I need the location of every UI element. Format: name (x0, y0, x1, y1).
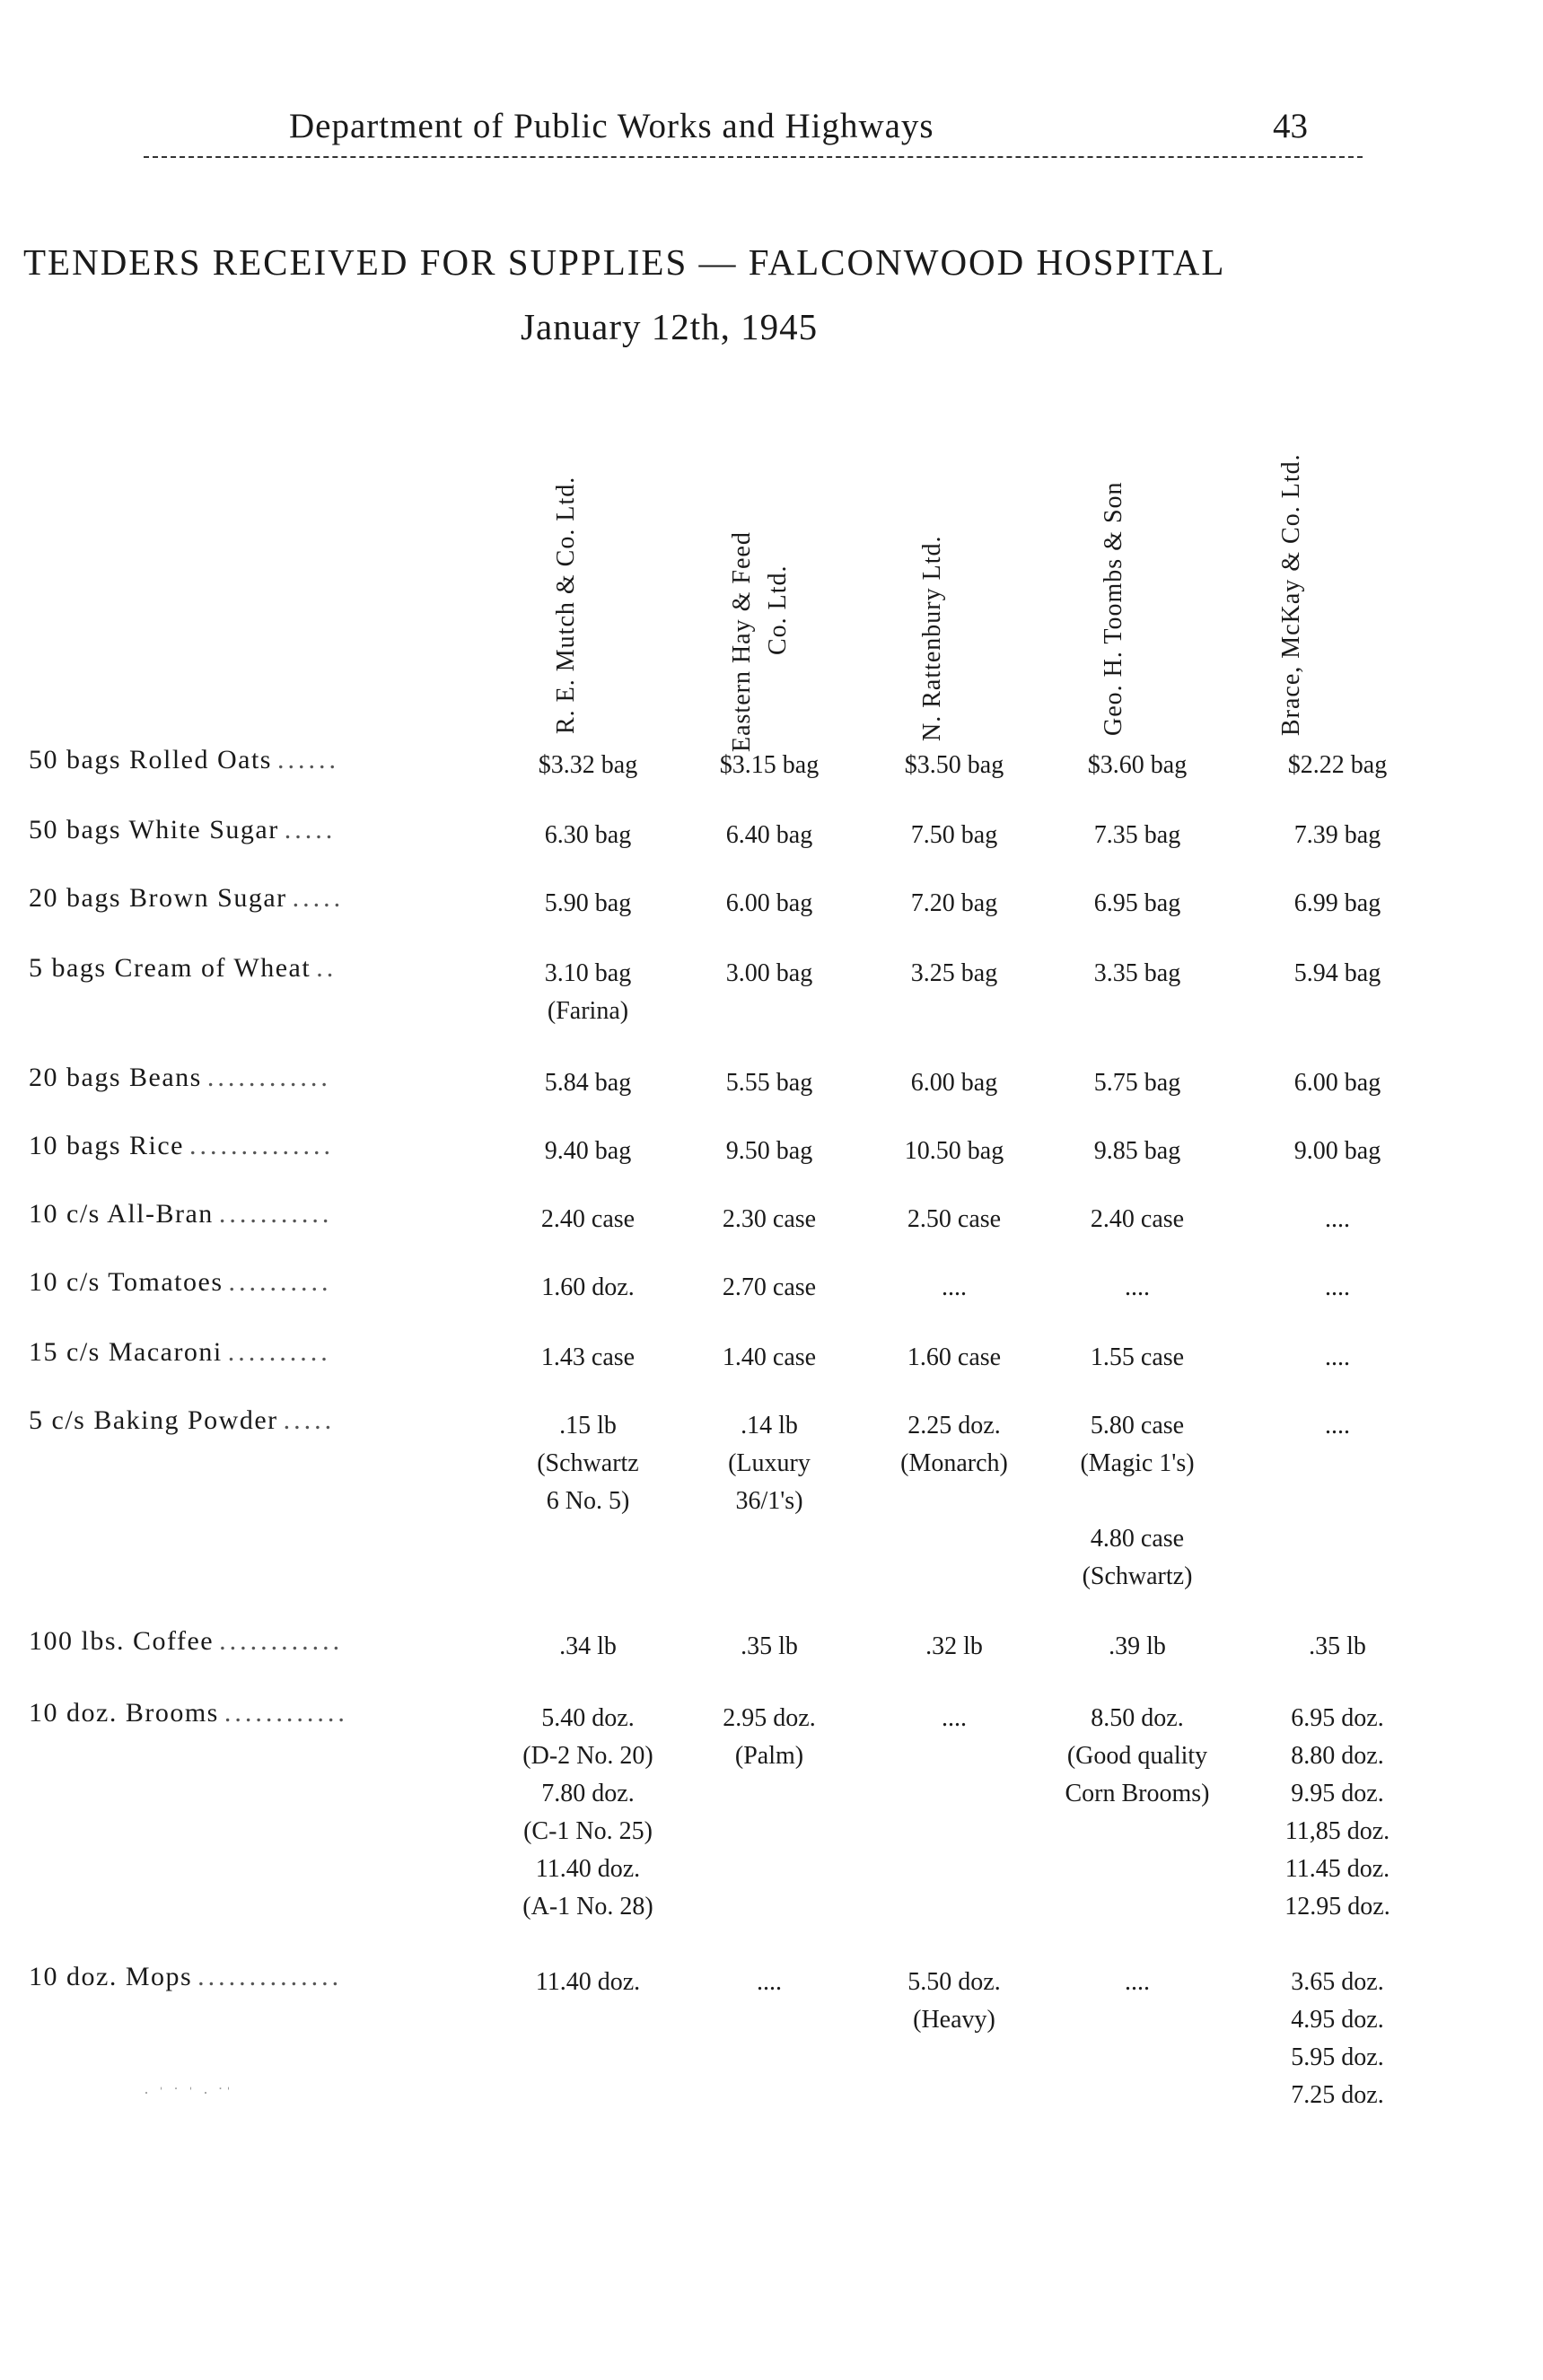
price-cell: 2.30 case (722, 1205, 817, 1233)
supplier-heading-rattenbury: N. Rattenbury Ltd. (918, 535, 946, 741)
price-cell: 3.65 doz. 4.95 doz. 5.95 doz. 7.25 doz. (1291, 1968, 1384, 2109)
item-label: 15 c/s Macaroni .......... (29, 1337, 331, 1367)
price-cell: 1.60 case (907, 1343, 1002, 1371)
price-cell: .... (1325, 1343, 1350, 1371)
price-cell: 9.50 bag (725, 1137, 813, 1165)
price-cell: 5.75 bag (1093, 1069, 1181, 1097)
price-cell: 3.00 bag (725, 959, 813, 987)
price-cell: .... (757, 1968, 782, 1996)
price-cell: 5.80 case (Magic 1's) 4.80 case (Schwartz) (1080, 1412, 1195, 1590)
supplier-heading-eastern-hay-line1: Eastern Hay & Feed (728, 531, 756, 752)
price-cell: 9.00 bag (1293, 1137, 1381, 1165)
price-cell: 6.00 bag (725, 889, 813, 917)
item-label: 50 bags White Sugar ..... (29, 815, 337, 844)
item-label: 10 c/s All-Bran ........... (29, 1199, 333, 1229)
price-cell: 2.25 doz. (Monarch) (900, 1412, 1008, 1477)
price-cell: .... (1125, 1968, 1150, 1996)
price-cell: 6.95 doz. 8.80 doz. 9.95 doz. 11,85 doz. 11.45 doz. 12.95 doz. (1284, 1704, 1390, 1921)
price-cell: .32 lb (925, 1632, 983, 1660)
price-cell: .... (1325, 1205, 1350, 1233)
price-cell: 2.70 case (722, 1273, 817, 1301)
price-cell: 3.25 bag (910, 959, 998, 987)
header-rule (144, 156, 1363, 158)
item-label: 20 bags Brown Sugar ..... (29, 883, 345, 913)
price-cell: $3.60 bag (1087, 751, 1188, 779)
price-cell: 7.39 bag (1293, 821, 1381, 849)
price-cell: 10.50 bag (904, 1137, 1004, 1165)
price-cell: 2.50 case (907, 1205, 1002, 1233)
item-label: 10 c/s Tomatoes .......... (29, 1267, 332, 1297)
price-cell: 6.00 bag (910, 1069, 998, 1097)
price-cell: 9.40 bag (544, 1137, 632, 1165)
item-label: 10 doz. Brooms ............ (29, 1698, 348, 1728)
item-label: 100 lbs. Coffee ............ (29, 1626, 344, 1656)
supplier-heading-brace-mckay: Brace, McKay & Co. Ltd. (1277, 453, 1305, 736)
price-cell: 5.50 doz. (Heavy) (907, 1968, 1001, 2034)
running-head: Department of Public Works and Highways (289, 107, 934, 145)
price-cell: .14 lb (Luxury 36/1's) (728, 1412, 811, 1515)
price-cell: 6.30 bag (544, 821, 632, 849)
item-label: 5 c/s Baking Powder ..... (29, 1405, 336, 1435)
price-cell: 9.85 bag (1093, 1137, 1181, 1165)
price-cell: 5.40 doz. (D-2 No. 20) 7.80 doz. (C-1 No. 25) 11.40 doz. (A-1 No. 28) (522, 1704, 653, 1921)
price-cell: 1.60 doz. (541, 1273, 635, 1301)
item-label: 5 bags Cream of Wheat .. (29, 953, 338, 983)
document-title: TENDERS RECEIVED FOR SUPPLIES — FALCONWOOD HOSPITAL (23, 241, 1226, 283)
print-smudge: · ˈ ˙ ˈ · ˙ˈ (144, 2084, 234, 2102)
price-cell: 3.10 bag (Farina) (544, 959, 632, 1025)
supplier-heading-toombs: Geo. H. Toombs & Son (1100, 481, 1127, 736)
price-cell: 6.95 bag (1093, 889, 1181, 917)
item-label: 10 bags Rice .............. (29, 1131, 334, 1160)
price-cell: $3.50 bag (904, 751, 1004, 779)
price-cell: .39 lb (1109, 1632, 1166, 1660)
item-label: 10 doz. Mops .............. (29, 1962, 343, 1991)
price-cell: 7.35 bag (1093, 821, 1181, 849)
price-cell: .... (942, 1704, 967, 1732)
price-cell: .... (1125, 1273, 1150, 1301)
price-cell: 1.55 case (1090, 1343, 1185, 1371)
supplier-heading-mutch: R. E. Mutch & Co. Ltd. (552, 476, 580, 734)
price-cell: 5.55 bag (725, 1069, 813, 1097)
price-cell: 8.50 doz. (Good quality Corn Brooms) (1065, 1704, 1210, 1807)
price-cell: .35 lb (1309, 1632, 1366, 1660)
price-cell: .... (1325, 1273, 1350, 1301)
price-cell: 7.20 bag (910, 889, 998, 917)
item-label: 20 bags Beans ............ (29, 1063, 331, 1092)
price-cell: 5.94 bag (1293, 959, 1381, 987)
price-cell: 6.40 bag (725, 821, 813, 849)
supplier-heading-eastern-hay-line2: Co. Ltd. (764, 564, 792, 655)
price-cell: 6.00 bag (1293, 1069, 1381, 1097)
price-cell: .... (1325, 1412, 1350, 1439)
item-label: 50 bags Rolled Oats ...... (29, 745, 339, 774)
price-cell: 5.84 bag (544, 1069, 632, 1097)
price-cell: 2.40 case (1090, 1205, 1185, 1233)
price-cell: 2.40 case (540, 1205, 636, 1233)
price-cell: 1.40 case (722, 1343, 817, 1371)
price-cell: $3.32 bag (538, 751, 638, 779)
price-cell: $3.15 bag (719, 751, 820, 779)
price-cell: 3.35 bag (1093, 959, 1181, 987)
price-cell: .35 lb (741, 1632, 798, 1660)
document-date: January 12th, 1945 (521, 306, 819, 347)
price-cell: 6.99 bag (1293, 889, 1381, 917)
price-cell: .... (942, 1273, 967, 1301)
price-cell: .34 lb (559, 1632, 617, 1660)
price-cell: 7.50 bag (910, 821, 998, 849)
price-cell: .15 lb (Schwartz 6 No. 5) (537, 1412, 639, 1515)
price-cell: $2.22 bag (1287, 751, 1388, 779)
price-cell: 2.95 doz. (Palm) (723, 1704, 816, 1770)
price-cell: 5.90 bag (544, 889, 632, 917)
price-cell: 11.40 doz. (535, 1968, 641, 1996)
price-cell: 1.43 case (540, 1343, 636, 1371)
page-number: 43 (1273, 107, 1308, 145)
